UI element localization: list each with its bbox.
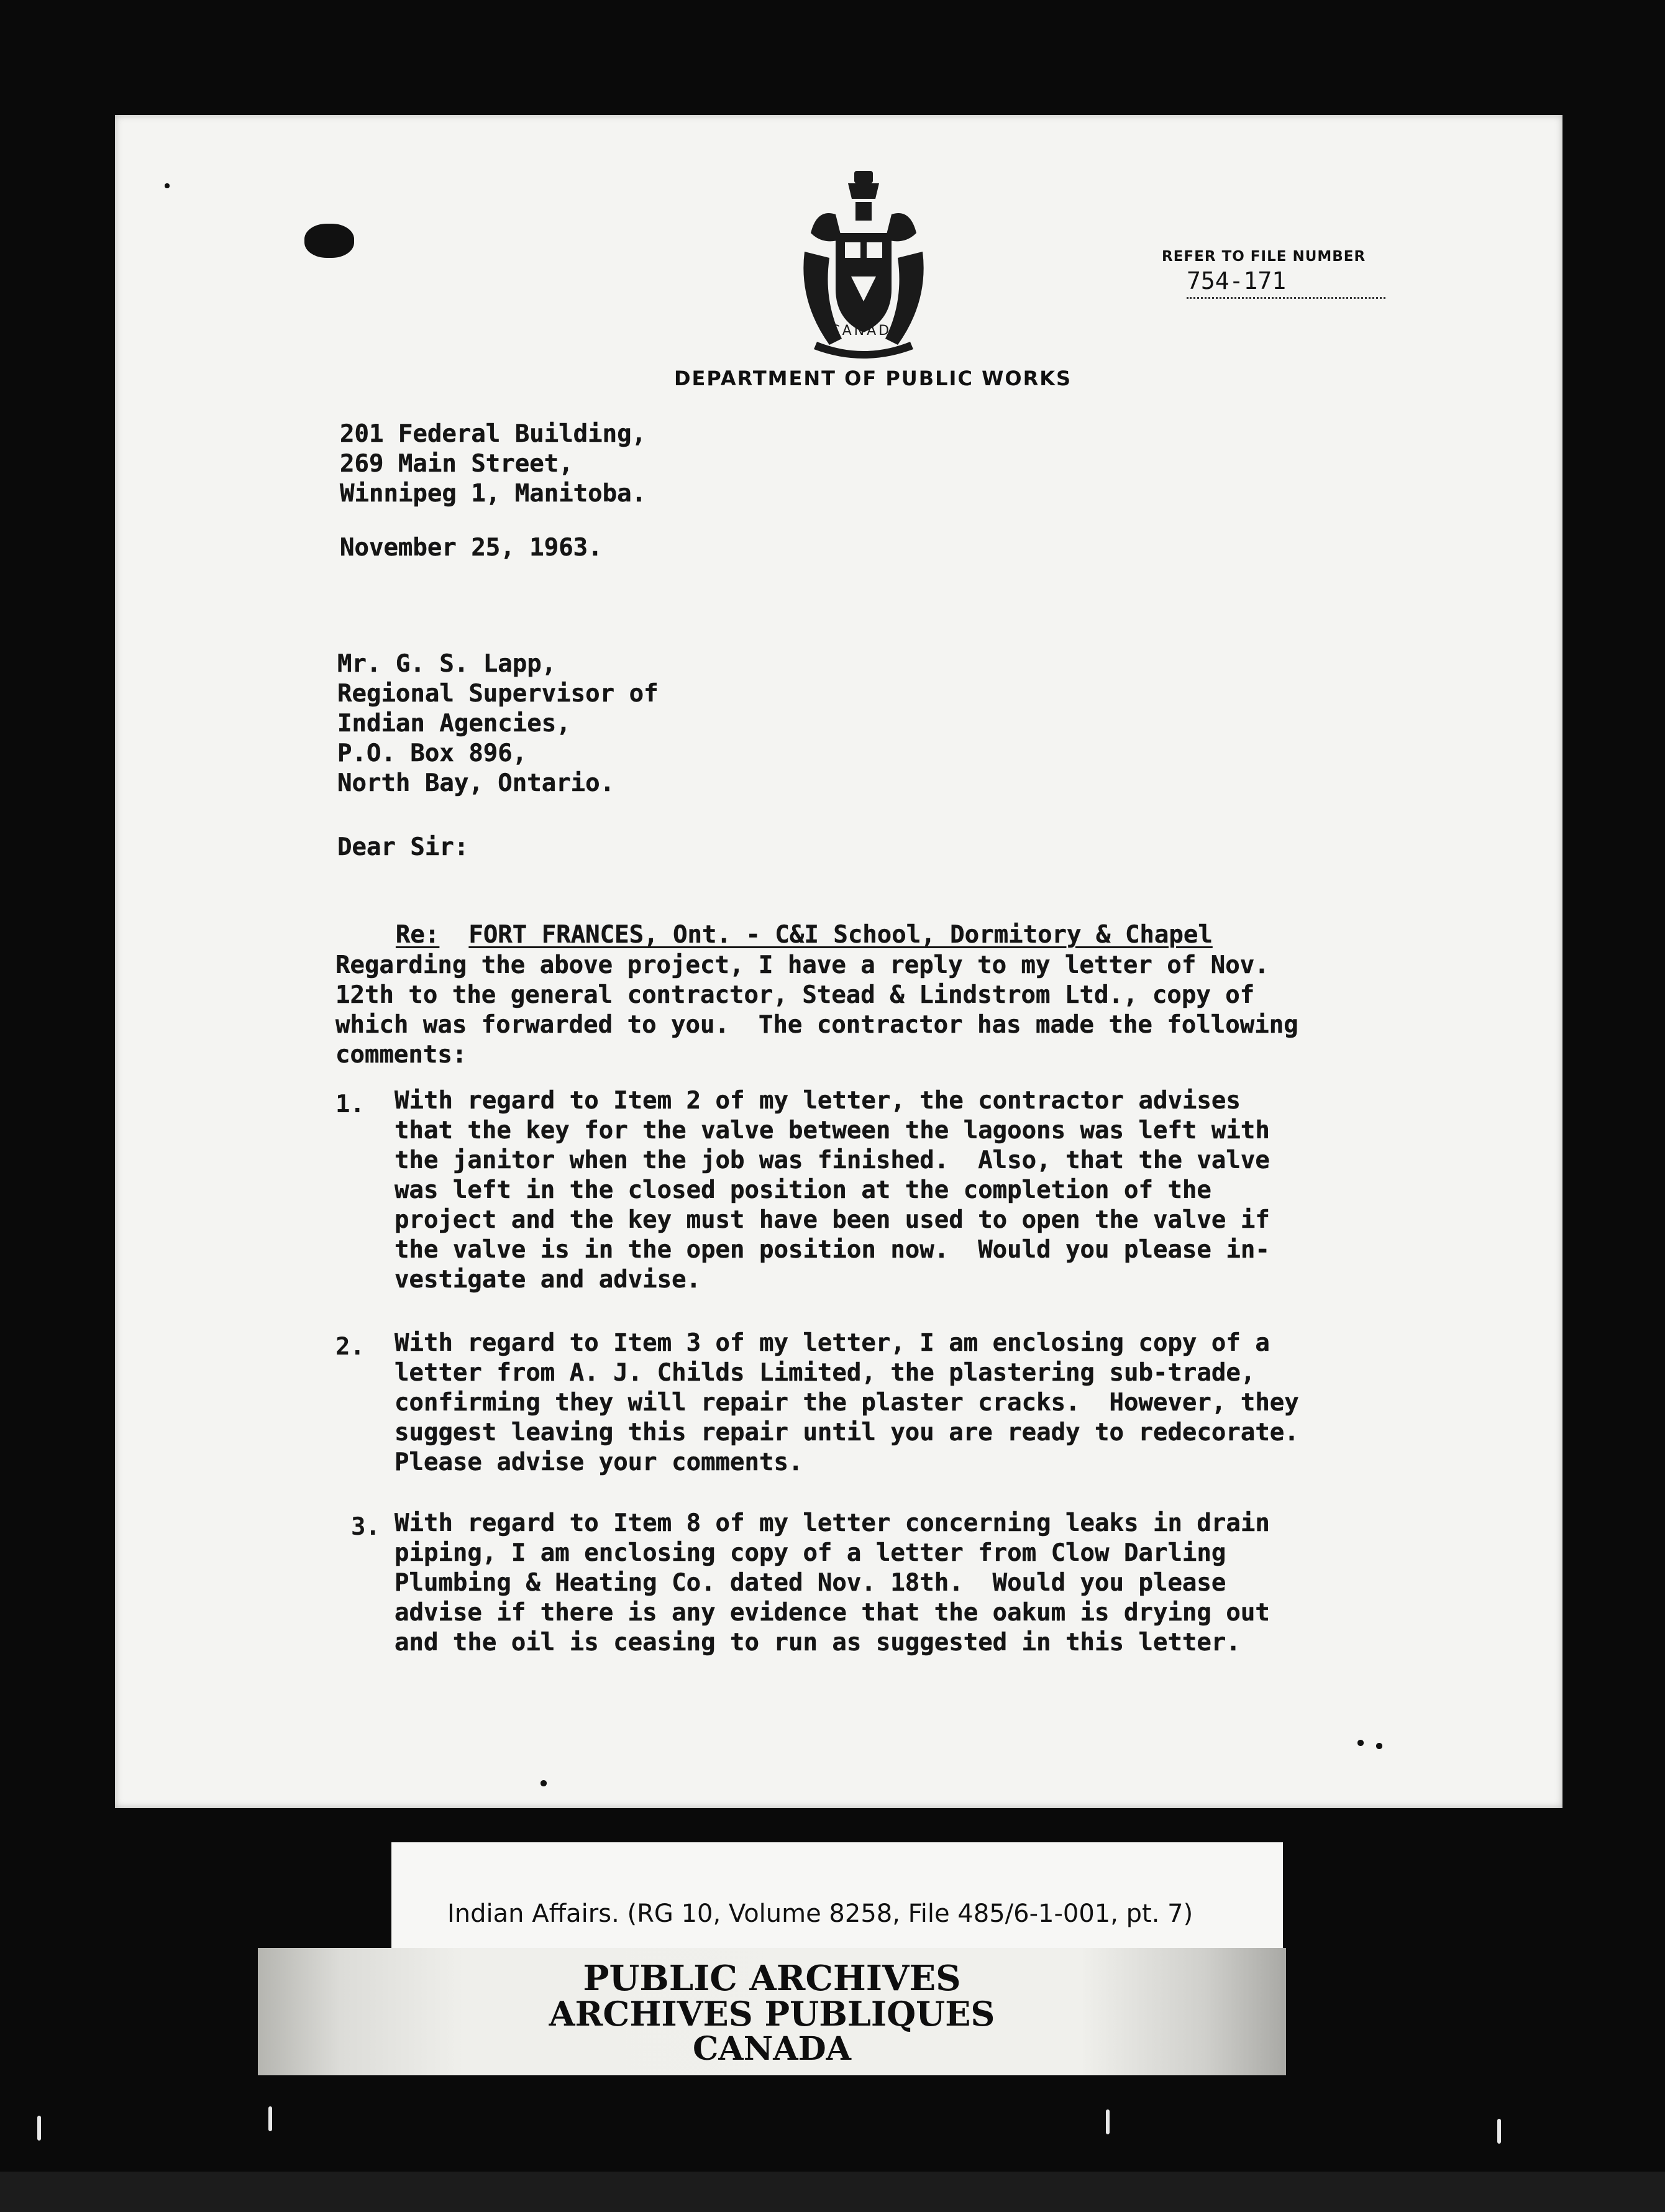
paragraph-line: that the key for the valve between the lagoons was left with [395, 1117, 1270, 1145]
recipient-line: Regional Supervisor of [337, 680, 659, 708]
archive-caption-label [391, 1842, 1283, 1957]
paragraph-line: With regard to Item 3 of my letter, I am enclosing copy of a [395, 1329, 1270, 1357]
item-number: 1. [335, 1090, 365, 1118]
ink-speck [165, 183, 170, 188]
paragraph-line: piping, I am enclosing copy of a letter from Clow Darling [395, 1539, 1226, 1567]
stamp-line: PUBLIC ARCHIVES [583, 1958, 961, 1999]
stamp-line: ARCHIVES PUBLIQUES [549, 1994, 995, 2034]
paragraph-line: 12th to the general contractor, Stead & Lindstrom Ltd., copy of [335, 981, 1255, 1009]
address-line: Winnipeg 1, Manitoba. [340, 480, 647, 508]
paragraph-line: suggest leaving this repair until you are ready to redecorate. [395, 1419, 1299, 1446]
paragraph-line: comments: [335, 1041, 467, 1069]
item-paragraph [395, 1509, 1270, 1658]
paragraph-line: advise if there is any evidence that the oakum is drying out [395, 1599, 1270, 1627]
letter-date: November 25, 1963. [340, 534, 603, 562]
paragraph-line: With regard to Item 8 of my letter concerning leaks in drain [395, 1509, 1270, 1537]
ink-speck [1376, 1743, 1382, 1749]
file-reference [1162, 249, 1410, 299]
file-number: 754-171 [1187, 267, 1385, 299]
paragraph-line: which was forwarded to you. The contractor has made the following [335, 1011, 1298, 1039]
paragraph-line: the valve is in the open position now. Would you please in- [395, 1236, 1270, 1264]
film-mark [37, 2116, 41, 2141]
film-frame-edge [0, 2172, 1665, 2212]
intro-paragraph [335, 951, 1298, 1070]
department-heading: DEPARTMENT OF PUBLIC WORKS [673, 367, 1072, 390]
paragraph-line: vestigate and advise. [395, 1266, 701, 1294]
recipient-line: P.O. Box 896, [337, 739, 527, 767]
item-number: 3. [351, 1513, 380, 1541]
ink-smudge [304, 224, 354, 258]
ink-speck [541, 1780, 547, 1786]
paragraph-line: project and the key must have been used to open the valve if [395, 1206, 1270, 1234]
address-line: 269 Main Street, [340, 450, 573, 478]
paragraph-line: letter from A. J. Childs Limited, the plastering sub-trade, [395, 1359, 1256, 1387]
recipient-line: North Bay, Ontario. [337, 769, 615, 797]
country-label: CANADA [830, 323, 903, 339]
item-number: 2. [335, 1333, 365, 1361]
subject-text: FORT FRANCES, Ont. - C&I School, Dormitory & Chapel [468, 921, 1213, 949]
paragraph-line: Regarding the above project, I have a reply to my letter of Nov. [335, 951, 1269, 979]
item-paragraph [395, 1328, 1299, 1478]
archive-stamp [258, 1948, 1286, 2075]
paragraph-line: Please advise your comments. [395, 1448, 803, 1476]
film-mark [268, 2106, 272, 2131]
paragraph-line: Plumbing & Heating Co. dated Nov. 18th. Would you please [395, 1569, 1226, 1597]
recipient-line: Mr. G. S. Lapp, [337, 650, 557, 678]
film-mark [1497, 2119, 1501, 2144]
refer-to-file-label: REFER TO FILE NUMBER [1162, 249, 1366, 265]
paragraph-line: was left in the closed position at the completion of the [395, 1176, 1211, 1204]
archive-reference: Indian Affairs. (RG 10, Volume 8258, File 485/6-1-001, pt. 7) [447, 1899, 1193, 1928]
paragraph-line: the janitor when the job was finished. Also, that the valve [395, 1146, 1270, 1174]
paragraph-line: confirming they will repair the plaster cracks. However, they [395, 1389, 1299, 1417]
paragraph-line: and the oil is ceasing to run as suggested in this letter. [395, 1629, 1241, 1657]
address-line: 201 Federal Building, [340, 420, 647, 448]
subject-prefix: Re: [395, 921, 440, 949]
salutation: Dear Sir: [337, 833, 469, 861]
film-mark [1106, 2109, 1110, 2134]
ink-speck [1357, 1740, 1364, 1746]
letter-page [115, 115, 1562, 1808]
stamp-line: CANADA [692, 2030, 852, 2068]
recipient-line: Indian Agencies, [337, 710, 571, 738]
paragraph-line: With regard to Item 2 of my letter, the contractor advises [395, 1087, 1241, 1115]
item-paragraph [395, 1086, 1270, 1295]
